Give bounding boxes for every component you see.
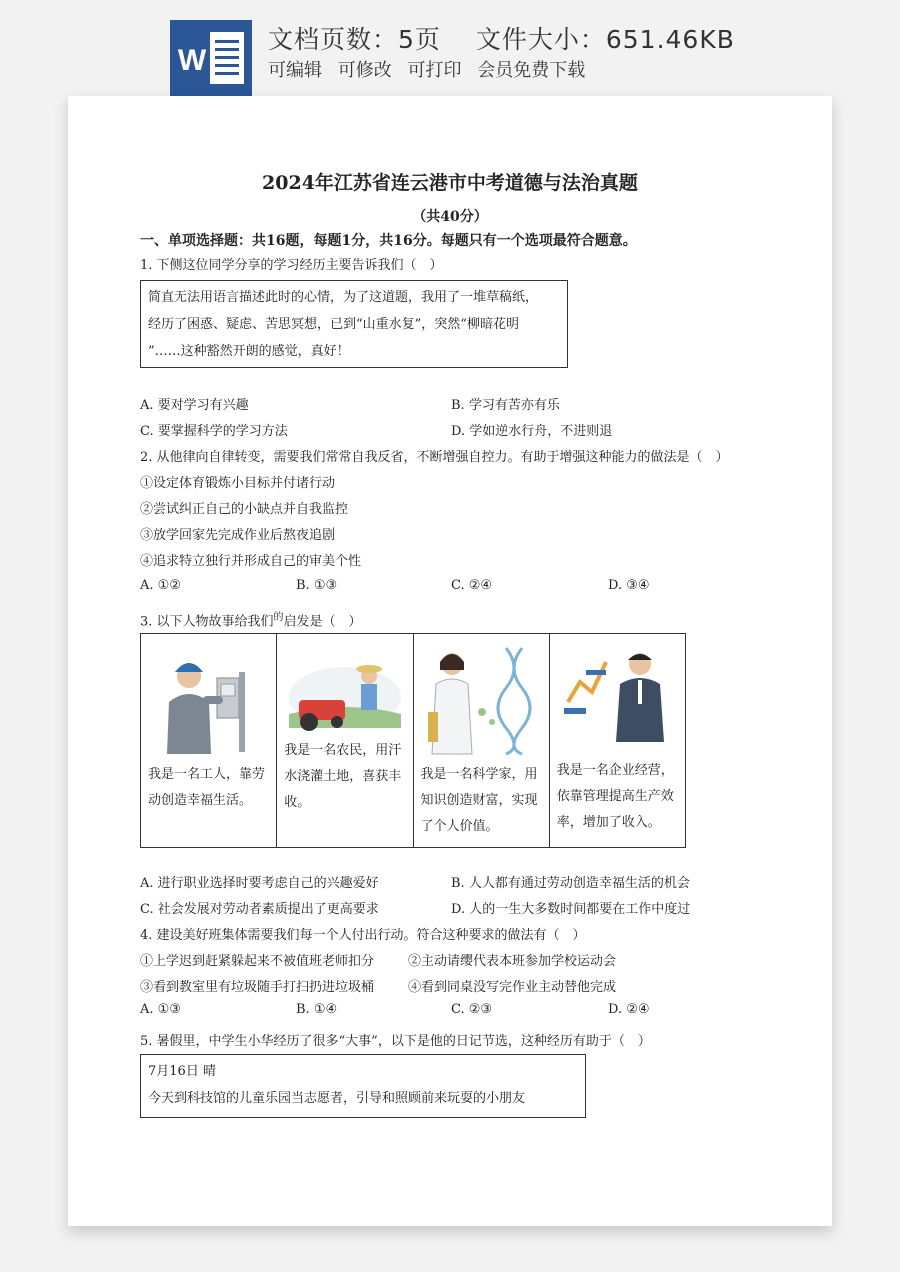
q3-option-c[interactable]: C. 社会发展对劳动者素质提出了更高要求: [140, 902, 379, 917]
q1-option-a[interactable]: A. 要对学习有兴趣: [140, 398, 249, 413]
diary-date: 7月16日 晴: [148, 1064, 216, 1079]
q3-option-b[interactable]: B. 人人都有通过劳动创造幸福生活的机会: [451, 876, 690, 891]
q4-item-4: ④看到同桌没写完作业主动替他完成: [408, 980, 617, 995]
modifiable-link[interactable]: 可修改: [337, 60, 392, 81]
q3-stem: [140, 608, 362, 629]
q1-quote-box: [140, 280, 568, 368]
q1-option-c[interactable]: C. 要掌握科学的学习方法: [140, 424, 288, 439]
q2-item-2: ②尝试纠正自己的小缺点并自我监控: [140, 502, 349, 517]
figure-caption-worker: 我是一名工人，靠劳动创造幸福生活。: [148, 767, 266, 808]
q1-quote-line: 经历了困惑、疑虑、苦思冥想，已到“山重水复”，突然“柳暗花明: [148, 317, 519, 332]
figure-worker: [141, 634, 277, 847]
entrepreneur-illustration: [558, 642, 678, 742]
q3-stem-sup: 的: [273, 612, 284, 623]
q4-item-2: ②主动请缨代表本班参加学校运动会: [408, 954, 617, 969]
printable-link[interactable]: 可打印: [407, 60, 462, 81]
q2-option-b[interactable]: B. ①③: [296, 578, 338, 593]
word-document-icon: [170, 20, 252, 96]
q5-stem: 5. 暑假里，中学生小华经历了很多“大事”，以下是他的日记节选，这种经历有助于（ ）: [140, 1034, 651, 1049]
free-download-link[interactable]: 会员免费下载: [477, 60, 586, 81]
q2-stem: 2. 从他律向自律转变，需要我们常常自我反省，不断增强自控力。有助于增强这种能力的做法是（ ）: [140, 450, 729, 465]
q1-quote-line: 简直无法用语言描述此时的心情，为了这道题，我用了一堆草稿纸，: [148, 290, 539, 305]
word-icon-letter: W: [177, 44, 207, 77]
editable-link[interactable]: 可编辑: [268, 60, 322, 81]
q1-option-d[interactable]: D. 学如逆水行舟，不进则退: [451, 424, 613, 439]
q3-option-d[interactable]: D. 人的一生大多数时间都要在工作中度过: [451, 902, 691, 917]
q2-option-c[interactable]: C. ②④: [451, 578, 493, 593]
download-banner: [0, 0, 900, 100]
figure-caption-entrepreneur: 我是一名企业经营，依靠管理提高生产效率，增加了收入。: [556, 763, 674, 830]
q4-item-3: ③看到教室里有垃圾随手打扫扔进垃圾桶: [140, 980, 375, 995]
q1-option-b[interactable]: B. 学习有苦亦有乐: [451, 398, 560, 413]
exam-title: 2024年江苏省连云港市中考道德与法治真题: [262, 172, 638, 194]
figure-entrepreneur: [550, 634, 685, 847]
scientist-illustration: [422, 642, 542, 757]
q3-figure-panel: [140, 633, 686, 848]
diary-entry: 今天到科技馆的儿童乐园当志愿者，引导和照顾前来玩耍的小朋友: [148, 1091, 526, 1106]
figure-caption-scientist: 我是一名科学家，用知识创造财富，实现了个人价值。: [420, 767, 538, 834]
q4-item-1: ①上学迟到赶紧躲起来不被值班老师扣分: [140, 954, 375, 969]
figure-caption-farmer: 我是一名农民，用汗水浇灌土地，喜获丰收。: [284, 743, 402, 810]
farmer-illustration: [285, 642, 405, 742]
figure-scientist: [414, 634, 550, 847]
q4-option-d[interactable]: D. ②④: [608, 1002, 650, 1017]
feature-links: [268, 56, 595, 82]
q1-quote-line: ”……这种豁然开朗的感觉，真好！: [148, 344, 350, 359]
q1-stem: 1. 下侧这位同学分享的学习经历主要告诉我们（ ）: [140, 258, 443, 273]
file-info-title: 文档页数：5页 文件大小：651.46KB: [268, 25, 735, 54]
q2-item-4: ④追求特立独行并形成自己的审美个性: [140, 554, 362, 569]
figure-farmer: [277, 634, 413, 847]
q4-stem: 4. 建设美好班集体需要我们每一个人付出行动。符合这种要求的做法有（ ）: [140, 928, 586, 943]
q2-option-d[interactable]: D. ③④: [608, 578, 650, 593]
q3-option-a[interactable]: A. 进行职业选择时要考虑自己的兴趣爱好: [140, 876, 379, 891]
q2-item-1: ①设定体育锻炼小目标并付诸行动: [140, 476, 336, 491]
q2-item-3: ③放学回家先完成作业后熬夜追剧: [140, 528, 336, 543]
worker-illustration: [149, 642, 269, 757]
q3-stem-part2: 启发是（ ）: [283, 614, 362, 630]
q2-option-a[interactable]: A. ①②: [140, 578, 181, 593]
q4-option-a[interactable]: A. ①③: [140, 1002, 181, 1017]
q3-stem-part1: 3. 以下人物故事给我们: [140, 614, 274, 630]
document-page: [68, 96, 832, 1226]
q4-option-c[interactable]: C. ②③: [451, 1002, 493, 1017]
exam-score-total: （共40分）: [412, 209, 488, 225]
section-heading: 一、单项选择题：共16题，每题1分，共16分。每题只有一个选项最符合题意。: [140, 233, 637, 249]
q4-option-b[interactable]: B. ①④: [296, 1002, 338, 1017]
q5-diary-box: [140, 1054, 586, 1118]
